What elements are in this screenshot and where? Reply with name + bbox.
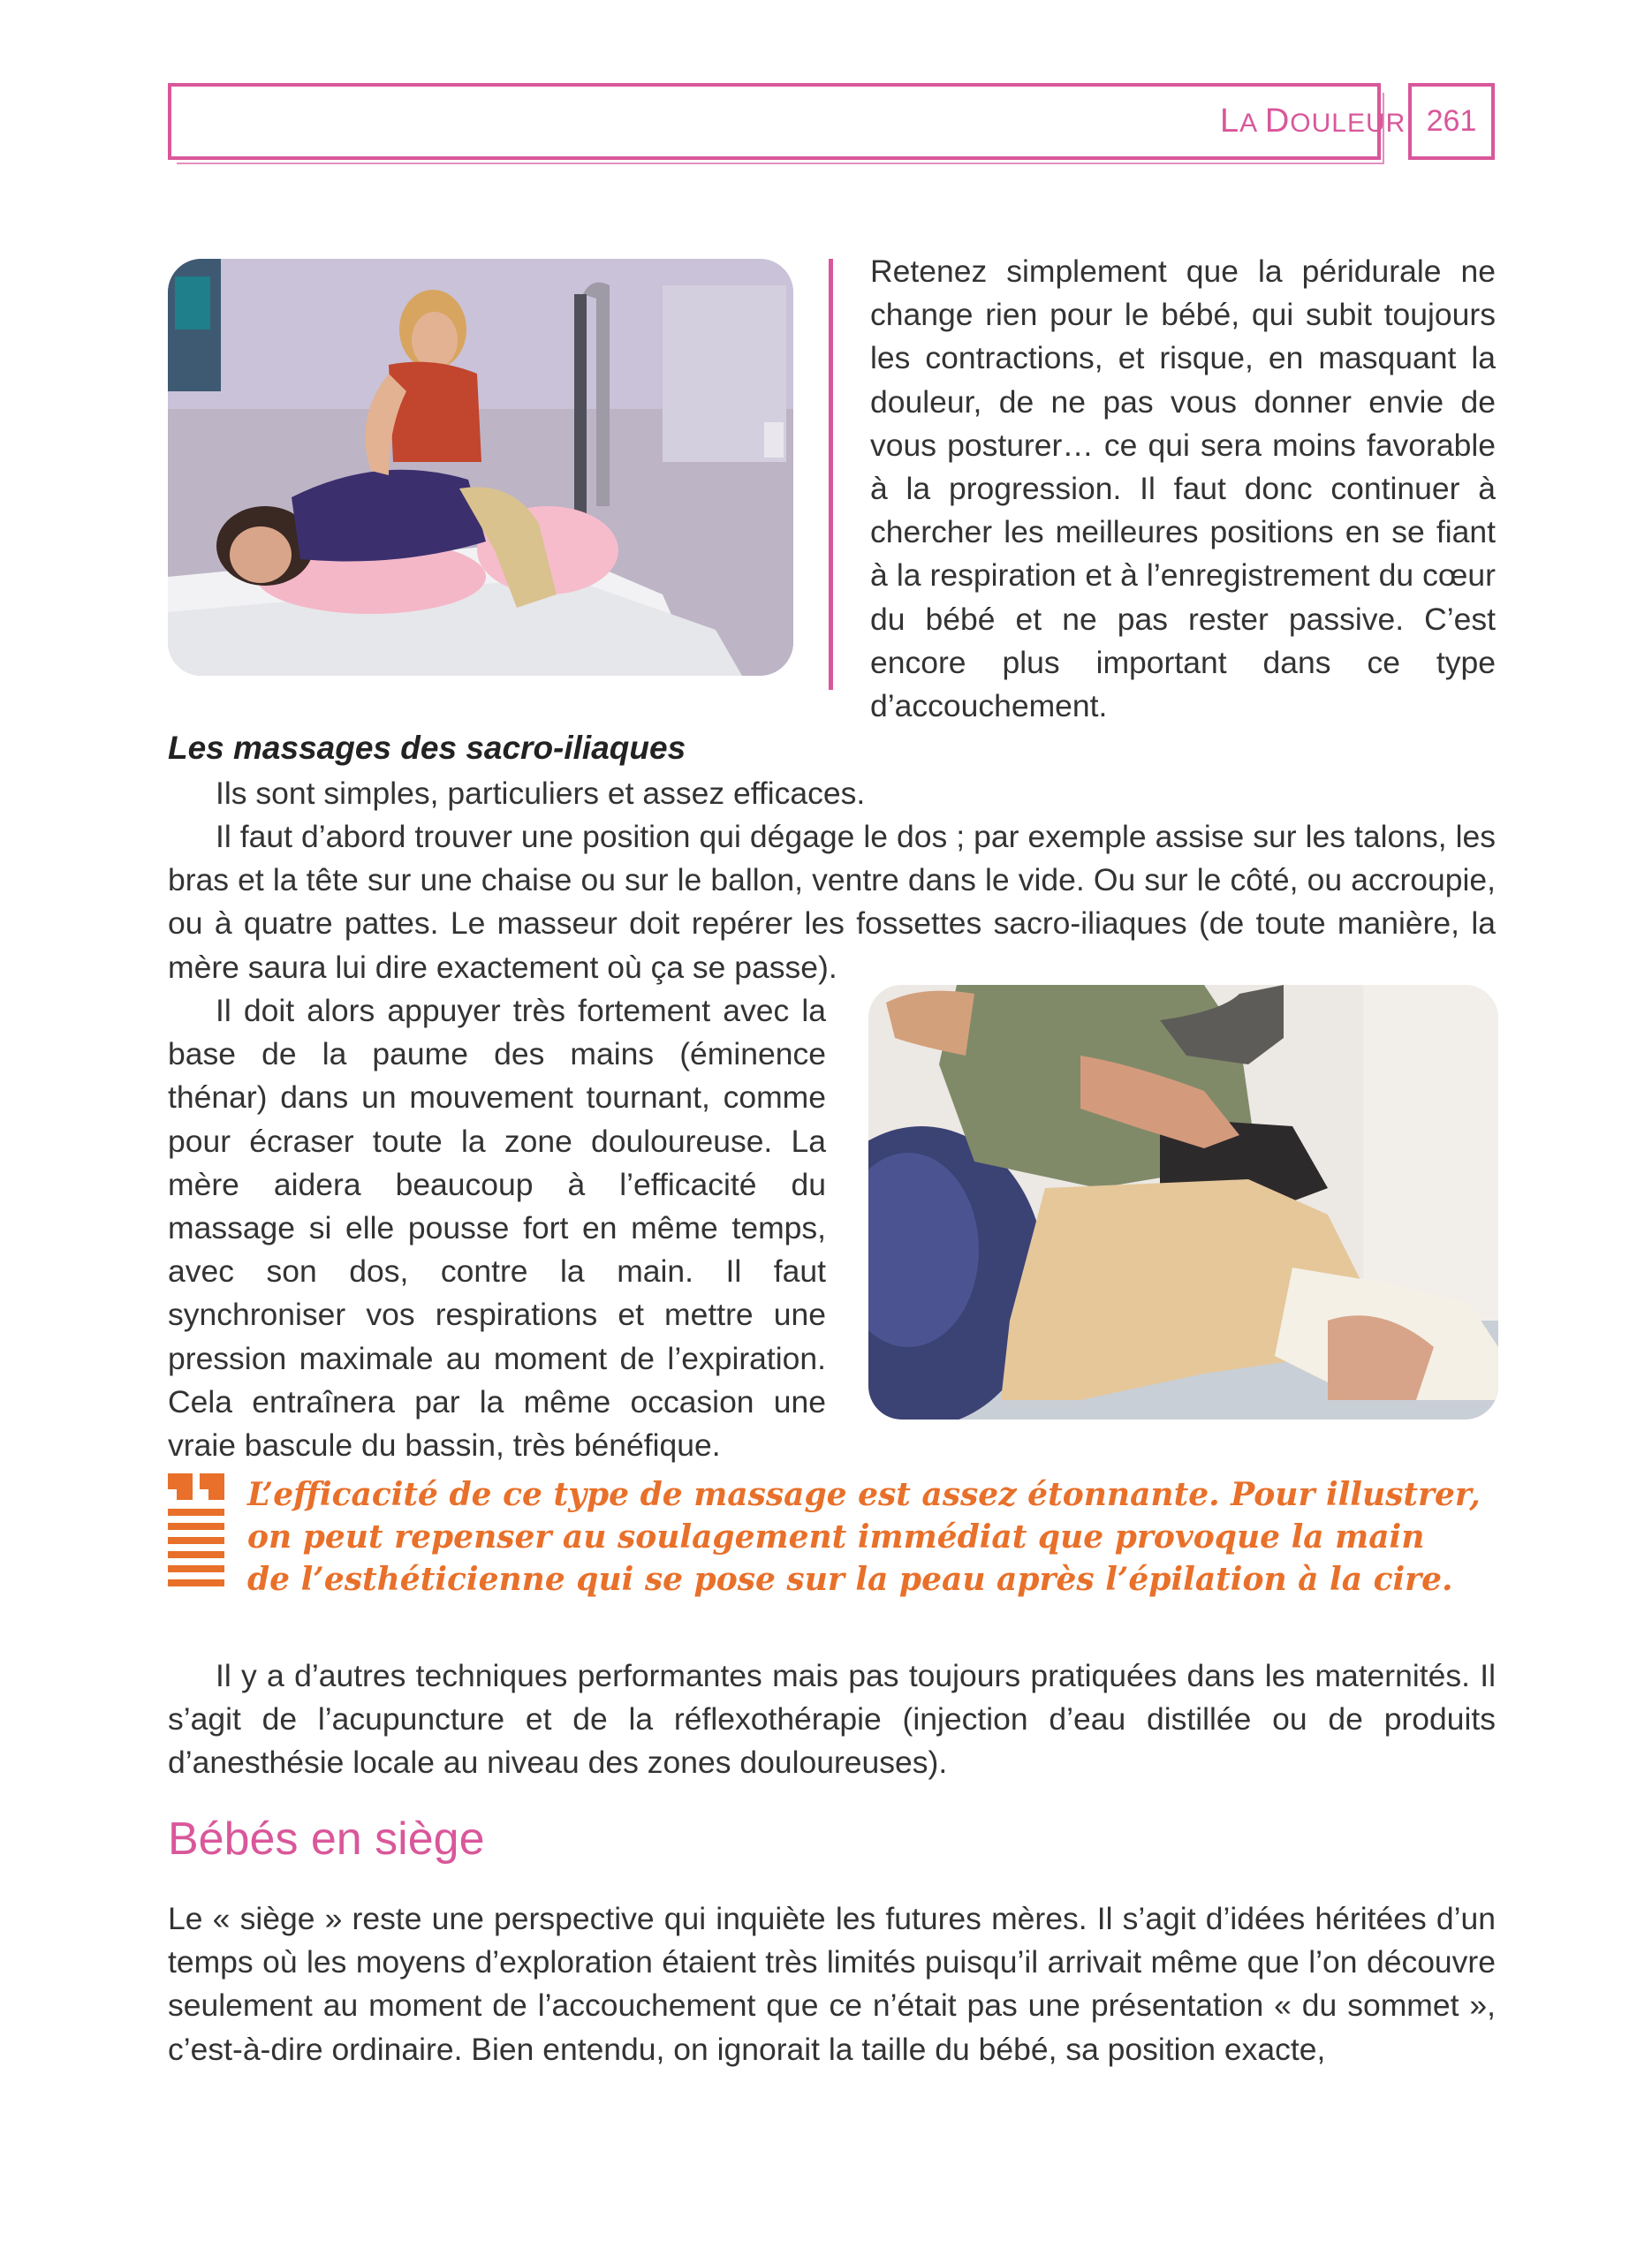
massage-paragraph-1: Ils sont simples, particuliers et assez efficaces. (216, 776, 866, 811)
massage-paragraph-3: Il doit alors appuyer très fortement avec la base de la paume des mains (éminence thénar) dans un mouvement tournant, comme pour écraser toute la zone douloureuse. La mère aidera beaucoup à l’efficacité du massage si elle pousse fort en même temps, avec son dos, contre la main. Il faut synchroniser vos respirations et mettre une pression maximale au moment de l’expiration. Cela entraînera par la même occasion une vraie bascule du bassin, très bénéfique. (168, 993, 826, 1464)
pull-quote-line: L’efficacité de ce type de massage est assez étonnante. Pour illustrer, (247, 1476, 1481, 1513)
running-header-frame (168, 83, 1381, 160)
quote-mark-icon (168, 1473, 231, 1597)
massage-paragraph-2: Il faut d’abord trouver une position qui dégage le dos ; par exemple assise sur les talons, les bras et la tête sur une chaise ou sur le ballon, ventre dans le vide. Ou sur le côté, ou accroupie, ou à quatre pattes. Le masseur doit repérer les fossettes sacro-iliaques (de toute manière, la mère saura lui dire exactement où ça se passe). (168, 819, 1496, 985)
breech-section-heading: Bébés en siège (168, 1813, 485, 1865)
breech-paragraph-1: Le « siège » reste une perspective qui inquiète les futures mères. Il s’agit d’idées héritées d’un temps où les moyens d’exploration étaient très limités puisqu’il arrivait même que l’on découvre seulement au moment de l’accouchement que ce n’était pas une présentation « du sommet », c’est-à-dire ordinaire. Bien entendu, on ignorait la taille du bébé, sa position exacte, (168, 1901, 1496, 2067)
page-number: 261 (1426, 104, 1477, 138)
pull-quote (247, 1473, 1502, 1601)
photo-bed-massage (168, 259, 793, 676)
intro-paragraph: Retenez simplement que la péridurale ne change rien pour le bébé, qui subit toujours les contractions, et risque, en masquant la douleur, de ne pas vous donner envie de vous posturer… ce qui sera moins favorable à la progression. Il faut donc continuer à chercher les meilleures positions en se fiant à la respiration et à l’enregistrement du cœur du bébé et ne pas rester passive. C’est encore plus important dans ce type d’accouchement. (870, 254, 1496, 724)
massage-section-heading: Les massages des sacro-iliaques (168, 730, 686, 766)
column-divider-line (829, 259, 833, 690)
page-number-frame (1408, 83, 1495, 160)
chapter-title: LA DOULEUR (1220, 102, 1406, 140)
pull-quote-line: on peut repenser au soulagement immédiat que provoque la main (247, 1518, 1425, 1556)
photo-ball-massage (868, 985, 1498, 1420)
other-techniques-paragraph: Il y a d’autres techniques performantes mais pas toujours pratiquées dans les maternités. Il s’agit de l’acupuncture et de la réflexothérapie (injection d’eau distillée ou de produits d’anesthésie locale au niveau des zones douloureuses). (168, 1658, 1496, 1781)
pull-quote-line: de l’esthéticienne qui se pose sur la peau après l’épilation à la cire. (247, 1561, 1453, 1598)
